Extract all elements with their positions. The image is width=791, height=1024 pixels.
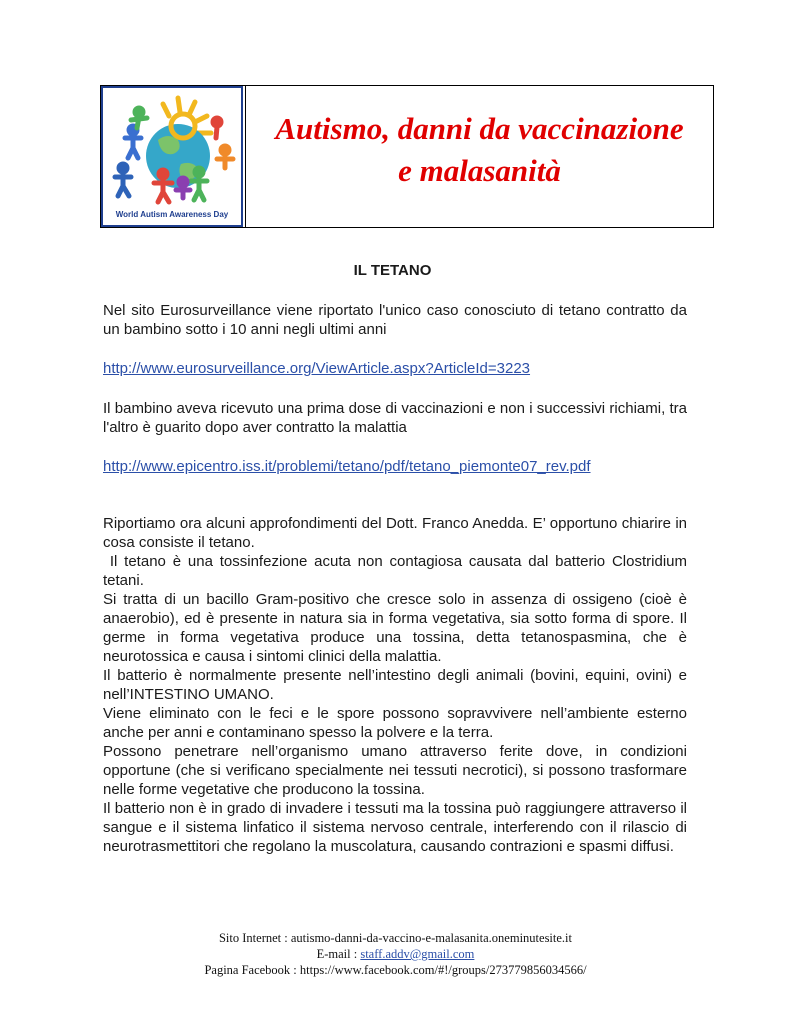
footer-site: Sito Internet : autismo-danni-da-vaccino-e-malasanita.oneminutesite.it (218, 931, 572, 945)
section-title (0, 262, 791, 279)
footer-email-link[interactable]: staff.addv@gmail.com (360, 947, 475, 961)
epicentro-link[interactable]: http://www.epicentro.iss.it/problemi/tetano/pdf/tetano_piemonte07_rev.pdf (103, 458, 591, 475)
body-paragraph-4: Il batterio è normalmente presente nell’intestino degli animali (bovini, equini, ovini) e nell’INTESTINO UMANO. (103, 667, 687, 703)
intro-link-1-line (103, 359, 687, 378)
intro-paragraph-1: Nel sito Eurosurveillance viene riportato l'unico caso conosciuto di tetano contratto da un bambino sotto i 10 anni negli ultimi anni (103, 302, 687, 338)
footer-email-label: E-mail : (316, 947, 361, 961)
header-box (100, 85, 714, 228)
body-paragraph-7: Il batterio non è in grado di invadere i tessuti ma la tossina può raggiungere attraverso il sangue e il sistema linfatico il sistema nervoso centrale, interferendo con il rilascio di neurotrasmettitori che regolano la muscolatura, causando contrazioni e spasmi diffusi. (103, 800, 687, 855)
eurosurveillance-link[interactable]: http://www.eurosurveillance.org/ViewArticle.aspx?ArticleId=3223 (103, 360, 531, 377)
world-autism-logo-icon (103, 88, 241, 225)
body-paragraph-6: Possono penetrare nell’organismo umano attraverso ferite dove, in condizioni opportune (che si verificano specialmente nei tessuti necrotici), si possono trasformare nelle forme vegetative che producono la tossina. (103, 743, 687, 798)
footer-facebook: Pagina Facebook : https://www.facebook.com/#!/groups/273779856034566/ (204, 963, 587, 977)
footer (0, 930, 791, 978)
footer-email-line (0, 946, 791, 962)
body-paragraph-1: Riportiamo ora alcuni approfondimenti del Dott. Franco Anedda. E’ opportuno chiarire in cosa consiste il tetano. (103, 515, 687, 551)
page-title (246, 108, 713, 192)
title-line-1: Autismo, danni da vaccinazione (275, 111, 684, 146)
body-paragraph-2: Il tetano è una tossinfezione acuta non contagiosa causata dal batterio Clostridium tetani. (103, 553, 692, 589)
intro-link-2-line (103, 457, 687, 476)
title-line-2: e malasanità (398, 153, 561, 188)
intro-paragraph-2: Il bambino aveva ricevuto una prima dose di vaccinazioni e non i successivi richiami, tra l'altro è guarito dopo aver contratto la malattia (103, 400, 687, 436)
logo-caption: World Autism Awareness Day (115, 210, 229, 219)
body-paragraph-3: Si tratta di un bacillo Gram-positivo che cresce solo in assenza di ossigeno (cioè è anaerobio), ed è presente in natura sia in forma vegetativa, sia sotto forma di spore. Il germe in forma vegetativa produce una tossina, detta tetanospasmina, che è neurotossica e causa i sintomi clinici della malattia. (103, 591, 687, 665)
section-title-text: IL TETANO (353, 262, 432, 279)
logo (101, 86, 243, 227)
body-paragraph-5: Viene eliminato con le feci e le spore possono sopravvivere nell’ambiente esterno anche per anni e contaminano spesso la polvere e la terra. (103, 705, 687, 741)
article-body (103, 514, 692, 856)
